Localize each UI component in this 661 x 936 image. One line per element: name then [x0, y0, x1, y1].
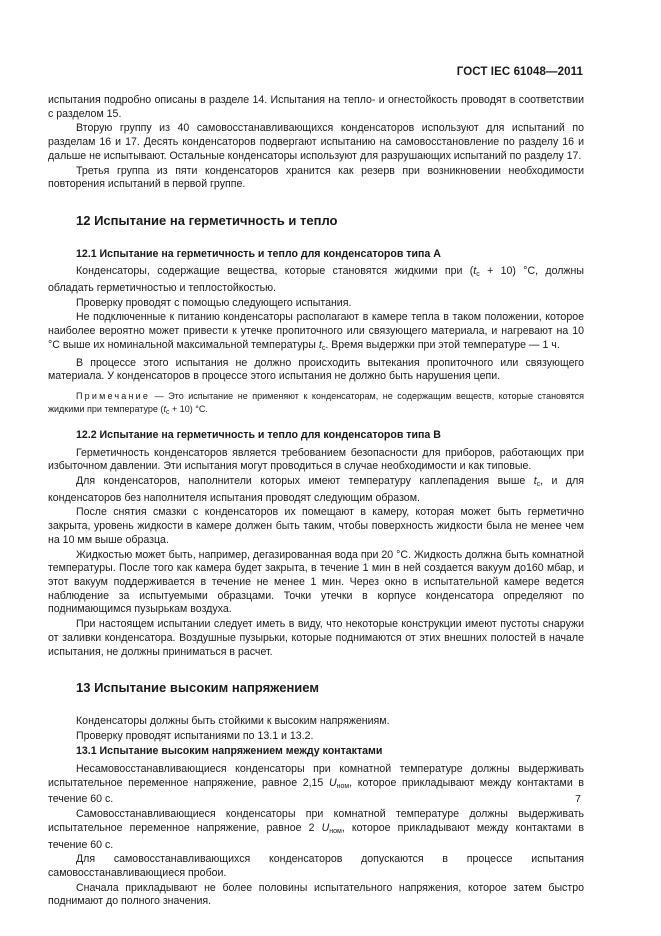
section-13-1-paragraph-4: Сначала прикладывают не более половины испытательного напряжения, которое затем быстро поднимают до полного значения. [48, 881, 584, 908]
section-13-1-paragraph-1: Несамовосстанавливающиеся конденсаторы при комнатной температуре должны выдерживать испытательное переменное напряжение, равное 2,15 $U_{ном}$, которое прикладывают между контактами в течение 60 с. [48, 763, 584, 806]
intro-paragraph-2: Вторую группу из 40 самовосстанавливающихся конденсаторов используют для испытаний по разделам 16 и 17. Десять конденсаторов подвергают испытанию на самовосстановление по разделу 16 и дальше не испытывают. Остальные конденсаторы используют для разрушающих испытаний по разделу 17. [48, 122, 584, 162]
section-13-paragraph-1: Конденсаторы должны быть стойкими к высоким напряжениям. [76, 714, 390, 727]
section-12-2-title: 12.2 Испытание на герметичность и тепло для конденсаторов типа В [76, 428, 441, 441]
section-12-2-paragraph-1: Герметичность конденсаторов является требованием безопасности для приборов, работающих при избыточном давлении. Эти испытания могут проводиться в случае необходимости и как типовые. [48, 446, 584, 473]
section-12-2-paragraph-2: Для конденсаторов, наполнители которых имеют температуру каплепадения выше $t_c$, и для конденсаторов без наполнителя испытания проводят следующим образом. [48, 475, 584, 504]
section-13-title: 13 Испытание высоким напряжением [76, 680, 319, 696]
section-12-1-paragraph-2: Проверку проводят с помощью следующего испытания. [76, 296, 352, 309]
section-12-2-paragraph-3: После снятия смазки с конденсаторов их помещают в камеру, которая может быть герметично закрыта, уровень жидкости в камере должен быть таким, чтобы поверхность жидкости была не менее чем на 10 мм выше образца. [48, 506, 584, 546]
section-12-2-paragraph-5: При настоящем испытании следует иметь в виду, что некоторые конструкции имеют пустоты снаружи от заливки конденсатора. Воздушные пузырьки, которые поднимаются от этих внешних полостей в начале испытания, не должны приниматься в расчет. [48, 618, 584, 658]
section-12-2-paragraph-4: Жидкостью может быть, например, дегазированная вода при 20 °С. Жидкость должна быть комнатной температуры. После того как камера будет закрыта, в течение 1 мин в ней создается вакуум до160 мбар, и этот вакуум поддерживается в течение не менее 1 мин. Через окно в испытательной камере ведется наблюдение за испытуемыми образцами. Точки утечки в корпусе конденсатора определяют по поднимающимся пузырькам воздуха. [48, 548, 584, 616]
section-12-1-title: 12.1 Испытание на герметичность и тепло для конденсаторов типа А [76, 247, 441, 260]
section-13-1-paragraph-3: Для самовосстанавливающихся конденсаторов допускаются в процессе испытания самовосстанавливающиеся пробои. [48, 853, 584, 879]
section-13-1-paragraph-2: Самовосстанавливающиеся конденсаторы при комнатной температуре должны выдерживать испытательное переменное напряжение, равное 2 $U_{ном}$, которое прикладывают между контактами в течение 60 с. [48, 808, 584, 851]
section-12-title: 12 Испытание на герметичность и тепло [76, 212, 338, 228]
section-13-1-title: 13.1 Испытание высоким напряжением между контактами [76, 745, 383, 758]
page-number: 7 [575, 793, 581, 805]
intro-paragraph-1: испытания подробно описаны в разделе 14. Испытания на тепло- и огнестойкость проводят в соответствии с разделом 15. [48, 94, 584, 120]
section-12-1-paragraph-1: Конденсаторы, содержащие вещества, которые становятся жидкими при $(t_c + 10)$ °С, должны обладать герметичностью и теплостойкостью. [48, 265, 584, 295]
document-standard-header: ГОСТ IEC 61048—2011 [456, 66, 583, 78]
section-12-1-note: Примечание — Это испытание не применяют к конденсаторам, не содержащим веществ, которые становятся жидкими при температуре $(t_c + 10)$ °С. [48, 390, 584, 416]
page-body [48, 94, 584, 910]
intro-paragraph-3: Третья группа из пяти конденсаторов хранится как резерв при возникновении необходимости повторения испытаний в первой группе. [48, 164, 584, 191]
section-12-1-paragraph-3: Не подключенные к питанию конденсаторы располагают в камере тепла в таком положении, которое наиболее вероятно может привести к утечке пропиточного или связующего материала, и нагревают на 10 °С выше их номинальной максимальной температуры $t_c$. Время выдержки при этой температуре — 1 ч. [48, 311, 584, 352]
section-12-1-paragraph-4: В процессе этого испытания не должно происходить вытекания пропиточного или связующего материала. У конденсаторов в процессе этого испытания не должно быть нарушения цепи. [48, 356, 584, 383]
section-13-paragraph-2: Проверку проводят испытаниями по 13.1 и 13.2. [76, 729, 314, 742]
